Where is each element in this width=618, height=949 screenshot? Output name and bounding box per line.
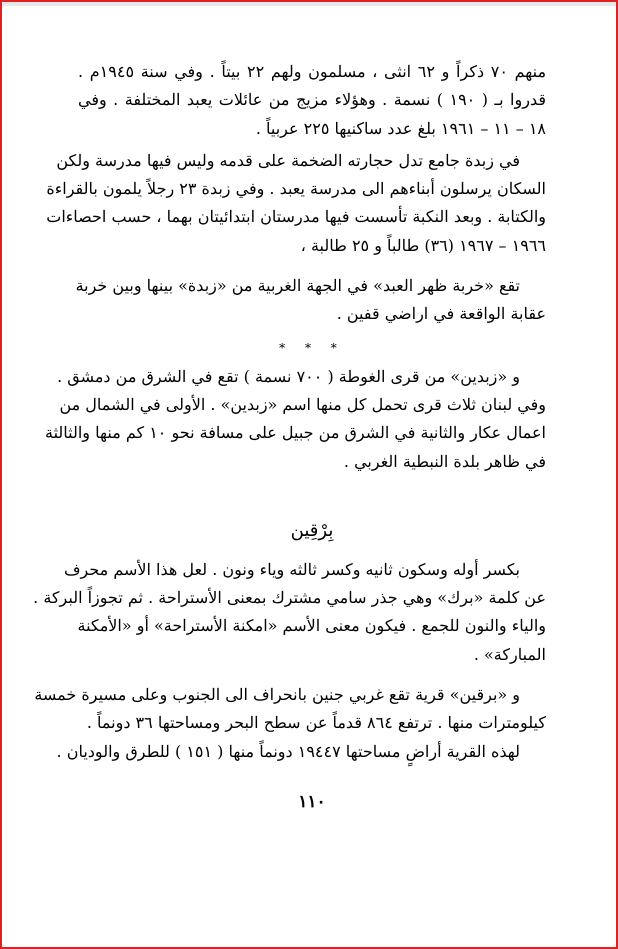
- text-line: كيلومترات منها . ترتفع ٨٦٤ قدماً عن سطح البحر ومساحتها ٣٦ دونماً .: [86, 713, 546, 733]
- paragraph-khirba: [75, 272, 546, 329]
- text-line: بكسر أوله وسكون ثانيه وكسر ثالثه وياء ونون . لعل هذا الأسم محرف: [63, 559, 520, 579]
- text-line: ١٨ – ١١ – ١٩٦١ بلغ عدد ساكنيها ٢٢٥ عربياً .: [255, 118, 546, 138]
- paragraph-zabdin: [45, 363, 546, 476]
- text-line: المباركة» .: [473, 644, 546, 664]
- text-line: و «زبدين» من قرى الغوطة ( ٧٠٠ نسمة ) تقع في الشرق من دمشق .: [57, 366, 520, 386]
- paragraph-lands: [56, 738, 546, 766]
- text-line: لهذه القرية أراضٍ مساحتها ١٩٤٤٧ دونماً منها ( ١٥١ ) للطرق والوديان .: [56, 741, 520, 761]
- text-line: والياء والنون للجمع . فيكون معنى الأسم «امكنة الأستراحة» أو «الأمكنة: [77, 616, 546, 636]
- text-line: منهم ٧٠ ذكراً و ٦٢ انثى ، مسلمون ولهم ٢٢ بيتاً . وفي سنة ١٩٤٥م .: [78, 62, 547, 81]
- text-line: في زبدة جامع تدل حجارته الضخمة على قدمه وليس فيها مدرسة ولكن: [56, 150, 520, 170]
- paragraph-etymology: [33, 556, 546, 669]
- text-line: وفي لبنان ثلاث قرى تحمل كل منها اسم «زبدين» . الأولى في الشمال من: [59, 394, 546, 414]
- frame-top-edge: [2, 2, 616, 6]
- book-page: [33, 58, 547, 812]
- section-separator: * * *: [279, 340, 345, 355]
- text-line: عن كلمة «برك» وهي جذر سامي مشترك بمعنى الأستراحة . ثم تجوزاً البركة .: [33, 588, 546, 608]
- paragraph-population: [78, 58, 546, 143]
- text-line: والكتابة . وبعد النكبة تأسست فيها مدرستان ابتدائيتان بهما ، حسب احصاءات: [46, 207, 546, 227]
- paragraph-schools: [46, 147, 546, 260]
- text-line: قدروا بـ ( ١٩٠ ) نسمة . وهؤلاء مزيج من عائلات يعبد المختلفة . وفي: [78, 90, 546, 110]
- text-line: السكان يرسلون أبناءهم الى مدرسة يعبد . وفي زبدة ٢٣ رجلاً يلمون بالقراءة: [46, 179, 546, 199]
- text-line: و «برقين» قرية تقع غربي جنين بانحراف الى الجنوب وعلى مسيرة خمسة: [34, 685, 520, 705]
- section-title: بِرْقِين: [290, 519, 334, 541]
- text-line: عقابة الواقعة في اراضي قفين .: [336, 304, 546, 324]
- paragraph-location: [34, 681, 546, 738]
- text-line: اعمال عكار والثانية في الشرق من جبيل على مسافة نحو ١٠ كم منها والثالثة: [45, 423, 546, 443]
- page-number: ١١٠: [298, 791, 326, 812]
- text-line: في ظاهر بلدة النبطية الغربي .: [343, 451, 546, 471]
- text-line: تقع «خربة ظهر العبد» في الجهة الغربية من «زبدة» بينها وبين خربة: [75, 276, 520, 296]
- text-line: ١٩٦٦ – ١٩٦٧ (٣٦) طالباً و ٢٥ طالبة ،: [300, 235, 546, 255]
